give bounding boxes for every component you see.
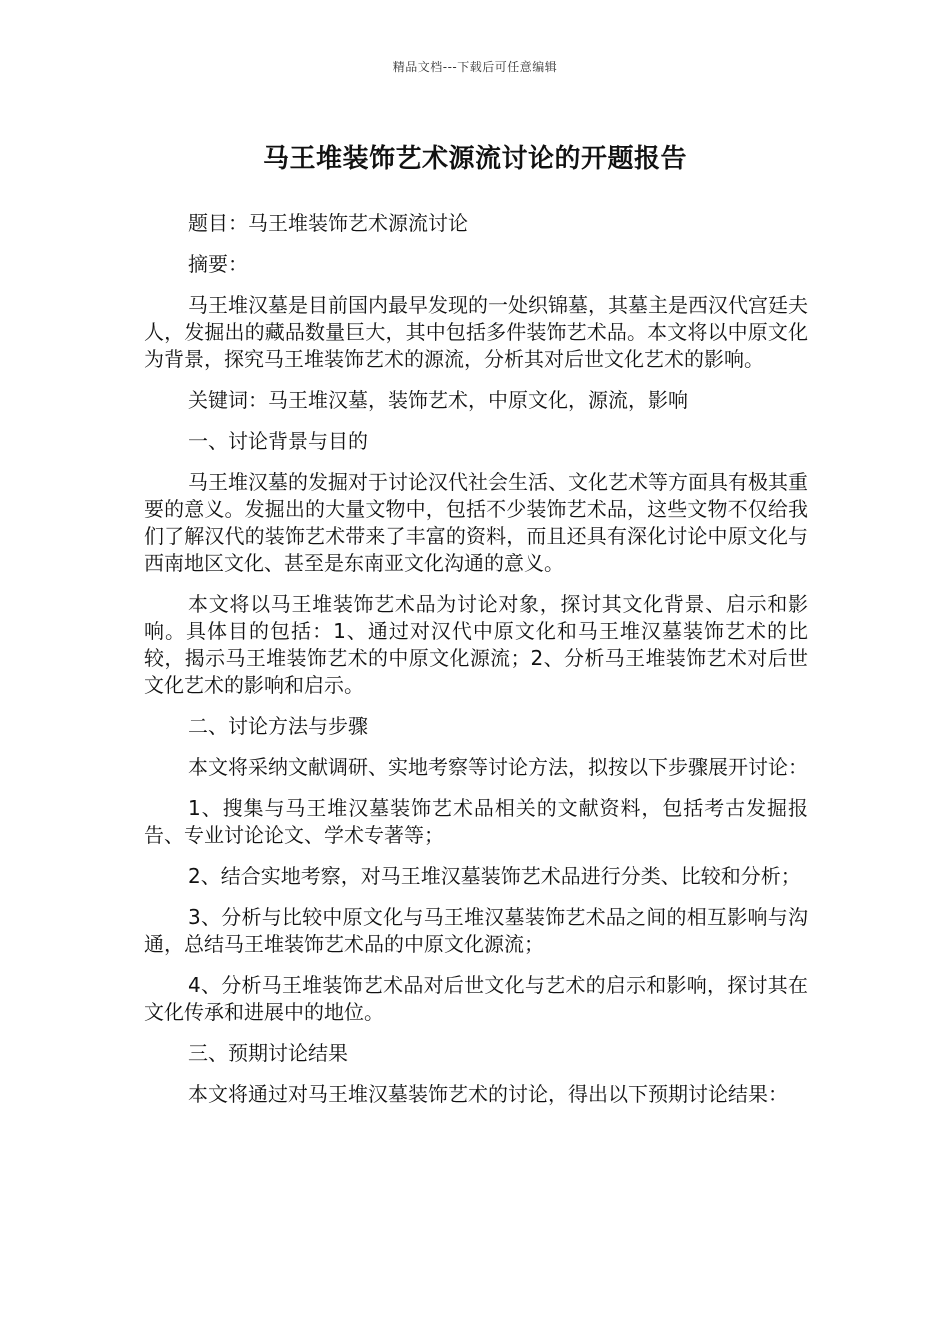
step-4-paragraph: 4、分析马王堆装饰艺术品对后世文化与艺术的启示和影响，探讨其在文化传承和进展中的地位。 (144, 973, 808, 1024)
expected-results-paragraph: 本文将通过对马王堆汉墓装饰艺术的讨论，得出以下预期讨论结果： (188, 1082, 788, 1106)
section-heading-2: 二、讨论方法与步骤 (188, 714, 368, 738)
header-note: 精品文档---下载后可任意编辑 (392, 60, 558, 74)
abstract-paragraph: 马王堆汉墓是目前国内最早发现的一处织锦墓，其墓主是西汉代宫廷夫人，发掘出的藏品数量巨大，其中包括多件装饰艺术品。本文将以中原文化为背景，探究马王堆装饰艺术的源流，分析其对后世文化艺术的影响。 (144, 293, 808, 371)
document-title: 马王堆装饰艺术源流讨论的开题报告 (262, 144, 687, 174)
section-heading-1: 一、讨论背景与目的 (188, 429, 368, 453)
step-1-paragraph: 1、搜集与马王堆汉墓装饰艺术品相关的文献资料，包括考古发掘报告、专业讨论论文、学术专著等； (144, 796, 808, 847)
document-body (144, 210, 808, 1122)
purpose-paragraph: 本文将以马王堆装饰艺术品为讨论对象，探讨其文化背景、启示和影响。具体目的包括：1、通过对汉代中原文化和马王堆汉墓装饰艺术的比较，揭示马王堆装饰艺术的中原文化源流；2、分析马王堆装饰艺术对后世文化艺术的影响和启示。 (144, 592, 808, 697)
keywords-line: 关键词：马王堆汉墓，装饰艺术，中原文化，源流，影响 (188, 388, 688, 412)
background-paragraph: 马王堆汉墓的发掘对于讨论汉代社会生活、文化艺术等方面具有极其重要的意义。发掘出的大量文物中，包括不少装饰艺术品，这些文物不仅给我们了解汉代的装饰艺术带来了丰富的资料，而且还具有深化讨论中原文化与西南地区文化、甚至是东南亚文化沟通的意义。 (144, 470, 808, 575)
topic-line: 题目：马王堆装饰艺术源流讨论 (188, 211, 468, 235)
methods-intro-paragraph: 本文将采纳文献调研、实地考察等讨论方法，拟按以下步骤展开讨论： (188, 755, 808, 779)
step-2-paragraph: 2、结合实地考察，对马王堆汉墓装饰艺术品进行分类、比较和分析； (188, 864, 801, 888)
section-heading-3: 三、预期讨论结果 (188, 1041, 348, 1065)
step-3-paragraph: 3、分析与比较中原文化与马王堆汉墓装饰艺术品之间的相互影响与沟通，总结马王堆装饰艺术品的中原文化源流； (144, 905, 808, 956)
abstract-label: 摘要： (188, 252, 248, 276)
